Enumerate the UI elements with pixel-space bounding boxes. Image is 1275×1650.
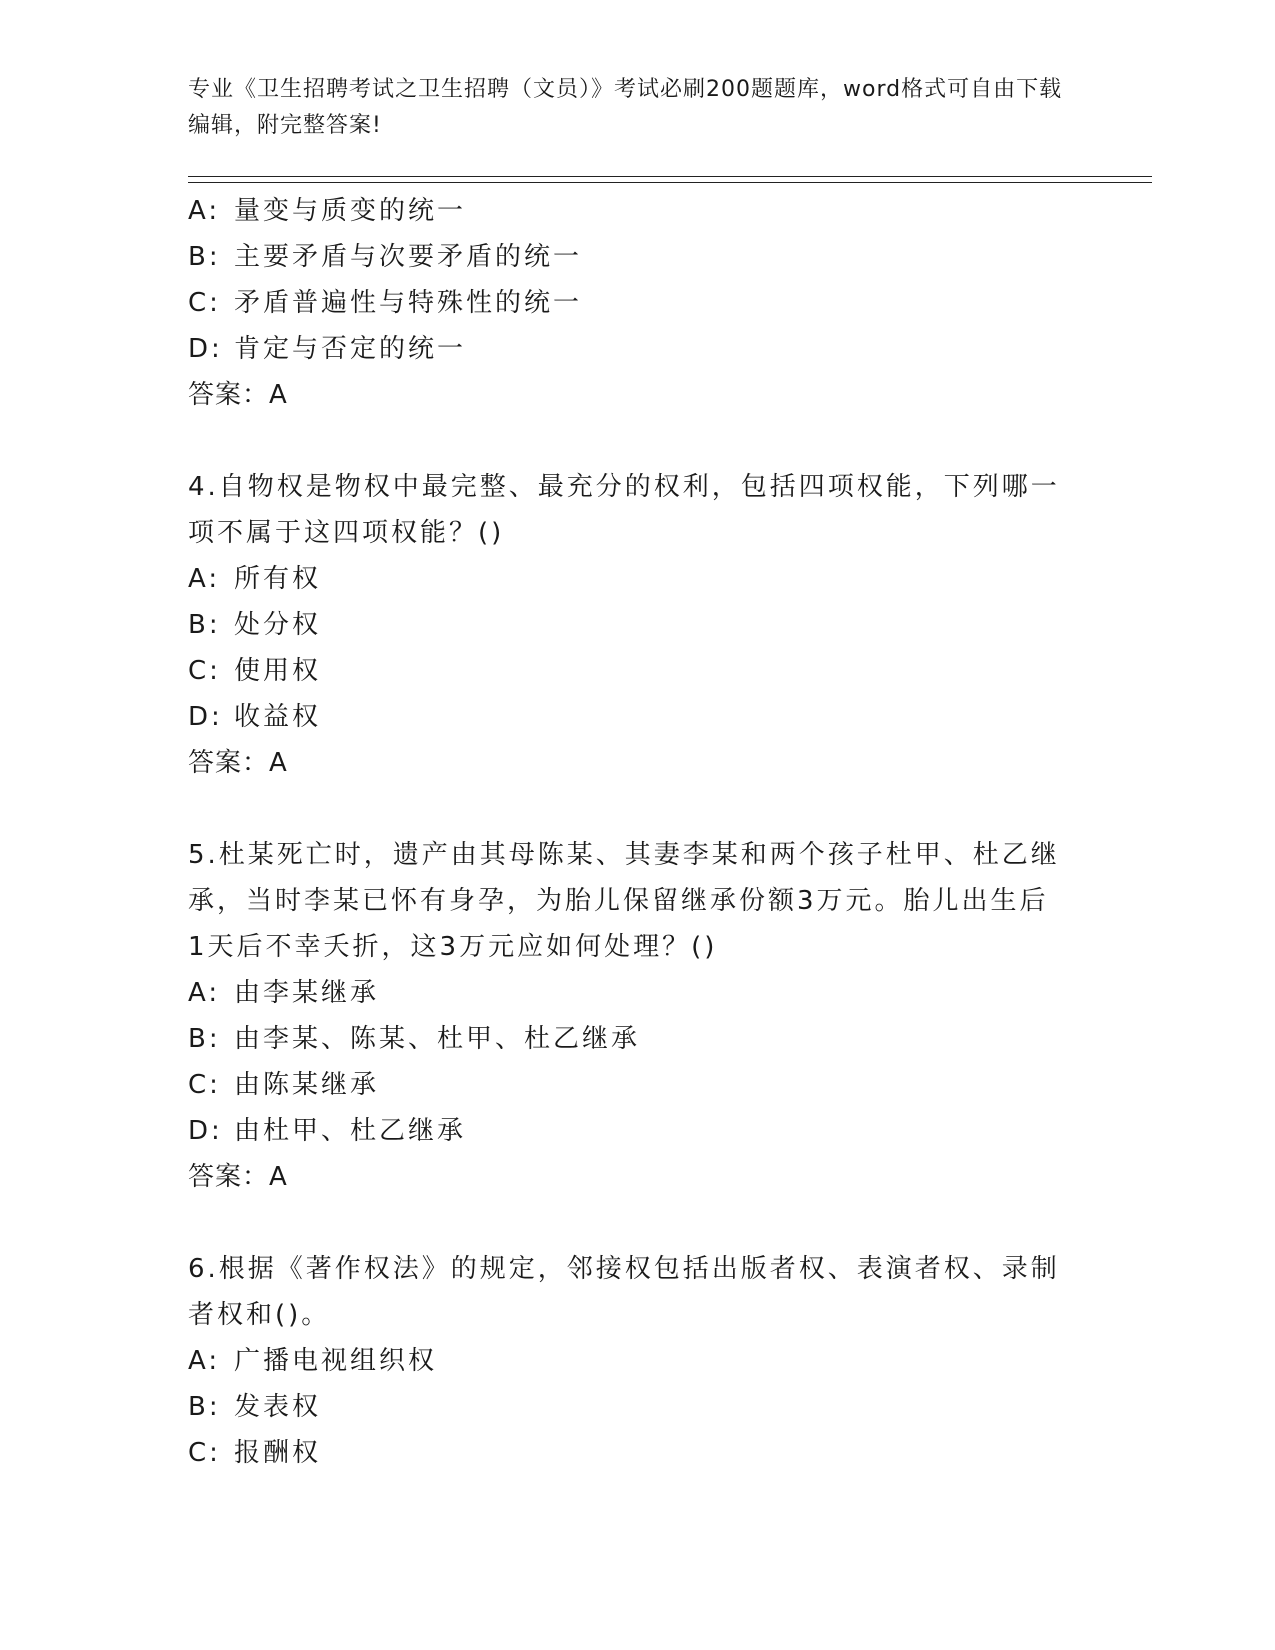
option-a bbox=[188, 970, 1068, 1016]
question-stem: 6.根据《著作权法》的规定，邻接权包括出版者权、表演者权、录制 bbox=[188, 1254, 1060, 1284]
answer-line: 答案：A bbox=[188, 380, 288, 410]
option-b bbox=[188, 1384, 1068, 1430]
document-header bbox=[188, 72, 1068, 144]
question-stem: 5.杜某死亡时，遗产由其母陈某、其妻李某和两个孩子杜甲、杜乙继 bbox=[188, 840, 1060, 870]
option-text: 肯定与否定的统一 bbox=[234, 334, 467, 364]
question-stem: 承，当时李某已怀有身孕，为胎儿保留继承份额3万元。胎儿出生后 bbox=[188, 886, 1049, 916]
option-letter: B: bbox=[188, 1024, 221, 1054]
question-4 bbox=[188, 464, 1068, 786]
option-letter: B: bbox=[188, 610, 221, 640]
question-stem: 4.自物权是物权中最完整、最充分的权利，包括四项权能，下列哪一 bbox=[188, 472, 1060, 502]
option-letter: D: bbox=[188, 1116, 223, 1146]
option-letter: C: bbox=[188, 1438, 221, 1468]
option-letter: A: bbox=[188, 196, 221, 226]
option-text: 所有权 bbox=[234, 564, 322, 594]
option-letter: C: bbox=[188, 1070, 221, 1100]
option-a bbox=[188, 1338, 1068, 1384]
option-text: 由李某继承 bbox=[234, 978, 380, 1008]
question-3 bbox=[188, 188, 1068, 418]
option-letter: D: bbox=[188, 334, 223, 364]
option-d bbox=[188, 326, 1068, 372]
option-c bbox=[188, 648, 1068, 694]
option-text: 由杜甲、杜乙继承 bbox=[234, 1116, 467, 1146]
question-5 bbox=[188, 832, 1068, 1200]
option-letter: C: bbox=[188, 656, 221, 686]
header-rule-top bbox=[188, 176, 1152, 177]
option-letter: B: bbox=[188, 242, 221, 272]
option-c bbox=[188, 1430, 1068, 1476]
option-text: 发表权 bbox=[234, 1392, 322, 1422]
option-letter: A: bbox=[188, 564, 221, 594]
question-stem: 者权和()。 bbox=[188, 1300, 331, 1330]
answer-line: 答案：A bbox=[188, 1162, 288, 1192]
option-text: 处分权 bbox=[234, 610, 322, 640]
option-text: 由陈某继承 bbox=[234, 1070, 380, 1100]
option-b bbox=[188, 234, 1068, 280]
option-b bbox=[188, 602, 1068, 648]
option-text: 量变与质变的统一 bbox=[234, 196, 467, 226]
option-text: 主要矛盾与次要矛盾的统一 bbox=[234, 242, 583, 272]
option-letter: A: bbox=[188, 1346, 221, 1376]
option-text: 由李某、陈某、杜甲、杜乙继承 bbox=[234, 1024, 641, 1054]
header-rule-bottom bbox=[188, 182, 1152, 183]
option-letter: A: bbox=[188, 978, 221, 1008]
option-text: 收益权 bbox=[234, 702, 322, 732]
question-6 bbox=[188, 1246, 1068, 1476]
option-text: 矛盾普遍性与特殊性的统一 bbox=[234, 288, 583, 318]
option-a bbox=[188, 556, 1068, 602]
option-d bbox=[188, 1108, 1068, 1154]
option-c bbox=[188, 1062, 1068, 1108]
header-intro-text: 专业《卫生招聘考试之卫生招聘（文员）》考试必刷200题题库，word格式可自由下载编辑，附完整答案! bbox=[188, 77, 1063, 138]
option-letter: C: bbox=[188, 288, 221, 318]
option-c bbox=[188, 280, 1068, 326]
option-a bbox=[188, 188, 1068, 234]
option-d bbox=[188, 694, 1068, 740]
option-text: 广播电视组织权 bbox=[234, 1346, 438, 1376]
question-stem: 项不属于这四项权能？() bbox=[188, 518, 505, 548]
option-letter: B: bbox=[188, 1392, 221, 1422]
answer-line: 答案：A bbox=[188, 748, 288, 778]
option-text: 报酬权 bbox=[234, 1438, 322, 1468]
option-b bbox=[188, 1016, 1068, 1062]
option-letter: D: bbox=[188, 702, 223, 732]
question-stem: 1天后不幸夭折，这3万元应如何处理？() bbox=[188, 932, 718, 962]
option-text: 使用权 bbox=[234, 656, 322, 686]
document-body bbox=[188, 188, 1068, 1476]
